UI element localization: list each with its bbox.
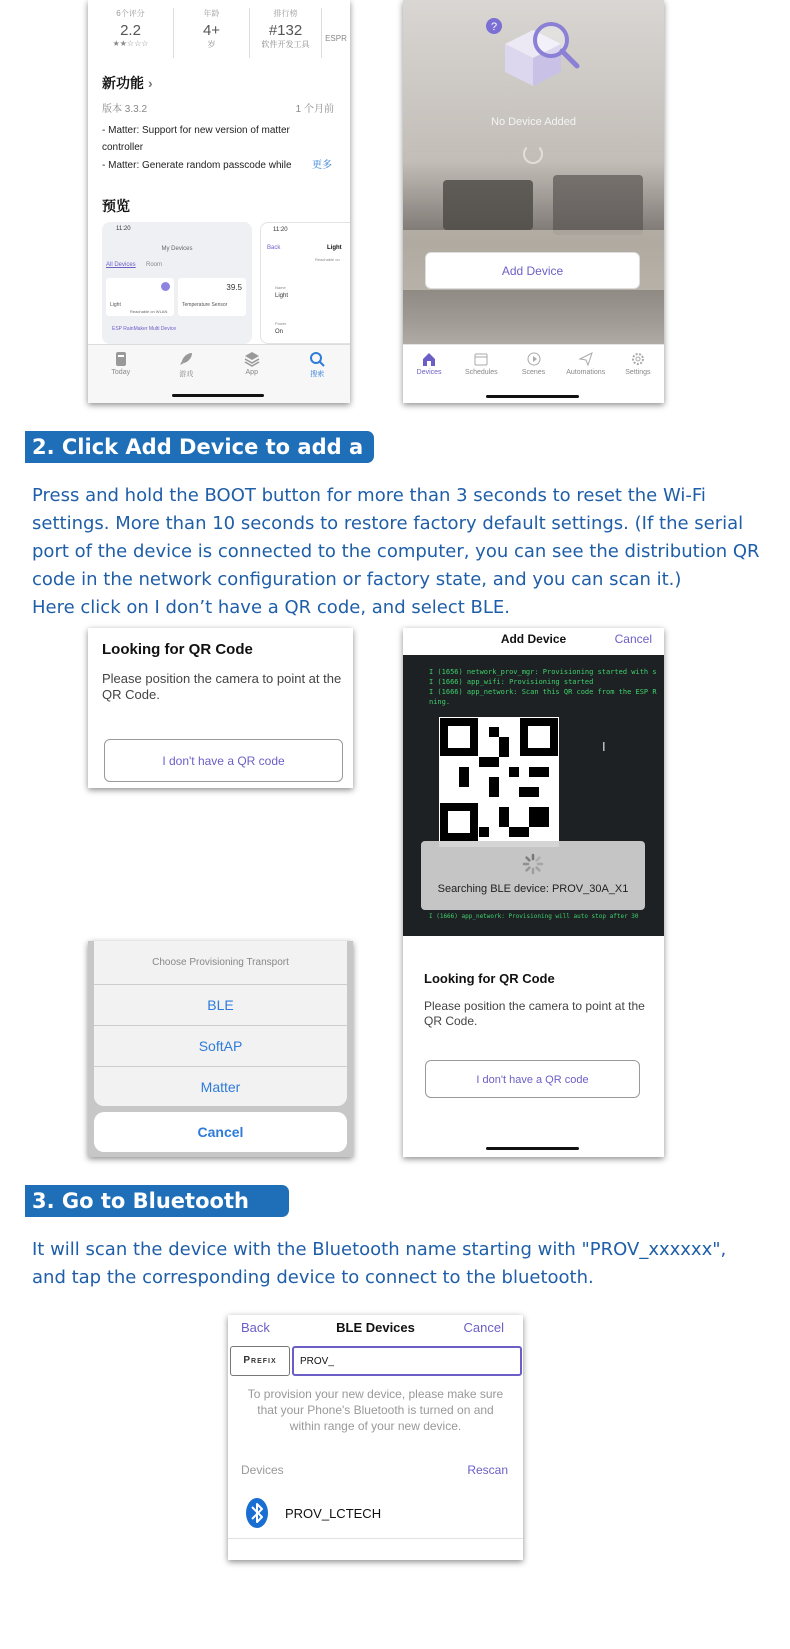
purple-dot-icon [161, 282, 170, 291]
ble-devices-screenshot [228, 1315, 523, 1560]
instruction-line: Press and hold the BOOT button for more than 3 seconds to reset the Wi-Fi [32, 485, 706, 506]
chevron-right-icon: › [148, 75, 153, 91]
qr-code-image [439, 717, 559, 847]
scan-screenshot [403, 628, 664, 1157]
refresh-icon [523, 144, 543, 164]
ble-device-row[interactable] [228, 1493, 523, 1539]
searching-text: Searching BLE device: PROV_30A_X1 [437, 883, 629, 895]
gear-icon [630, 351, 646, 367]
empty-devices-illustration [485, 10, 581, 90]
sheet-title: Choose Provisioning Transport [152, 957, 289, 968]
whats-new-heading[interactable]: 新功能 › [102, 75, 153, 91]
instruction-line: port of the device is connected to the computer, you can see the distribution QR [32, 541, 760, 562]
release-note-2: - Matter: Generate random passcode while [102, 160, 292, 171]
prefix-label: Prefix [230, 1346, 290, 1376]
scan-nav-title: Add Device [500, 632, 567, 646]
release-date: 1 个月前 [295, 104, 334, 115]
tab-today[interactable]: Today [94, 351, 148, 376]
appstore-tab-bar [88, 344, 350, 403]
rocket-icon [178, 351, 194, 367]
tab-schedules[interactable]: Schedules [455, 351, 507, 376]
ble-cancel-button[interactable]: Cancel [463, 1320, 504, 1335]
instruction-line: It will scan the device with the Bluetooth name starting with "PROV_xxxxxx", [32, 1239, 727, 1260]
bluetooth-icon [245, 1497, 269, 1529]
home-indicator [486, 1147, 579, 1150]
release-note-1: - Matter: Support for new version of matter controller [102, 125, 290, 153]
svg-text:?: ? [490, 21, 498, 33]
instruction-line: settings. More than 10 seconds to restore factory default settings. (If the serial [32, 513, 744, 534]
tab-search[interactable]: 搜索 [290, 351, 344, 379]
qr-body: Please position the camera to point at the QR Code. [102, 671, 342, 702]
ble-device-name: PROV_LCTECH [285, 1506, 382, 1521]
spinner-icon [522, 853, 544, 875]
no-qr-code-button[interactable]: I don't have a QR code [104, 739, 343, 782]
section-3-instructions [32, 1236, 782, 1292]
ble-title: BLE Devices [336, 1320, 415, 1335]
stat-age: 年龄 4+ 岁 [174, 8, 250, 58]
section-3-banner: 3. Go to Bluetooth pairing [25, 1185, 289, 1217]
appstore-screenshot [88, 0, 350, 403]
scan-qr-title: Looking for QR Code [424, 971, 555, 986]
search-icon [309, 351, 325, 367]
prefix-row [228, 1346, 523, 1376]
empty-state-text: No Device Added [491, 116, 576, 128]
qr-title: Looking for QR Code [102, 641, 253, 658]
tab-devices[interactable]: Devices [403, 351, 455, 376]
qr-code-screenshot [88, 628, 353, 788]
rainmaker-tab-bar [403, 344, 664, 403]
more-link[interactable]: 更多 [312, 160, 332, 171]
home-icon [421, 351, 437, 367]
rescan-button[interactable]: Rescan [467, 1463, 508, 1477]
layers-icon [244, 351, 260, 367]
ble-info-text: To provision your new device, please make sure that your Phone's Bluetooth is turned on and within range of your new device. [247, 1387, 504, 1433]
prefix-input[interactable]: PROV_ [292, 1346, 522, 1376]
preview-card-light: Light Reachable on WLAN [106, 278, 174, 316]
console-bottom-line: I (1666) app_network: Provisioning will auto stop after 30 [429, 913, 639, 920]
preview-heading: 预览 [102, 198, 130, 214]
ratings-row [88, 8, 350, 58]
scan-no-qr-code-button[interactable]: I don't have a QR code [425, 1060, 640, 1098]
scan-cancel-button[interactable]: Cancel [614, 632, 652, 646]
tab-scenes[interactable]: Scenes [507, 351, 559, 376]
preview-image-1[interactable]: 11:20 My Devices All Devices Room Light Reachable on WLAN 39.5 Temperature Sensor ESP RainMaker Multi Device [102, 222, 252, 344]
console-text: I (1656) network_prov_mgr: Provisioning started with s I (1666) app_wifi: Provisioning started I (1666) app_network: Scan this QR code from the ESP R ning. [429, 668, 657, 706]
tab-automations[interactable]: Automations [560, 351, 612, 376]
option-matter[interactable]: Matter [94, 1066, 347, 1106]
preview-card-temp: 39.5 Temperature Sensor [178, 278, 246, 316]
instruction-line: Here click on I don’t have a QR code, and select BLE. [32, 597, 511, 618]
camera-view [403, 655, 664, 936]
tab-games[interactable]: 游戏 [159, 351, 213, 379]
instruction-line: and tap the corresponding device to connect to the bluetooth. [32, 1267, 594, 1288]
home-indicator [486, 395, 579, 398]
preview-image-2[interactable]: 11:20 Back Light Reachable on Name Light Power On [260, 222, 350, 344]
text-cursor-icon: I [602, 739, 606, 754]
section-2-instructions [32, 482, 782, 622]
ble-back-button[interactable]: Back [241, 1320, 270, 1335]
searching-overlay [421, 841, 645, 910]
transport-sheet-screenshot [88, 941, 353, 1157]
rainmaker-home-screenshot [403, 0, 664, 403]
devices-section-label: Devices [241, 1463, 284, 1477]
stat-rank: 排行榜 #132 软件开发工具 [250, 8, 322, 58]
stat-developer: ESPR [325, 34, 347, 43]
send-icon [578, 351, 594, 367]
home-indicator [172, 394, 264, 397]
tab-apps[interactable]: App [225, 351, 279, 376]
version-label: 版本 3.3.2 [102, 104, 148, 115]
stat-ratings: 6个评分 2.2 ★★☆☆☆ [88, 8, 174, 58]
tab-settings[interactable]: Settings [612, 351, 664, 376]
today-icon [113, 351, 129, 367]
action-sheet [94, 941, 347, 1106]
instruction-line: code in the network configuration or factory state, and you can scan it.) [32, 569, 682, 590]
option-ble[interactable]: BLE [94, 984, 347, 1025]
section-2-banner: 2. Click Add Device to add a device [25, 431, 374, 463]
add-device-button[interactable]: Add Device [425, 252, 640, 289]
scan-qr-body: Please position the camera to point at the QR Code. [424, 999, 645, 1028]
calendar-icon [473, 351, 489, 367]
sheet-cancel-button[interactable]: Cancel [94, 1112, 347, 1152]
option-softap[interactable]: SoftAP [94, 1025, 347, 1066]
play-circle-icon [526, 351, 542, 367]
